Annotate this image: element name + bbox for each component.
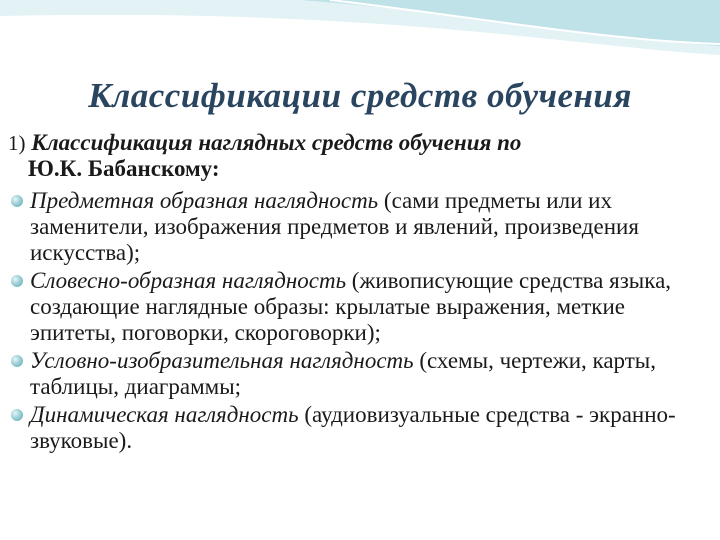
item-description: (сами предметы или их заменители, изображения предметов и явлений, произведения искусства); xyxy=(30,188,639,265)
item-term: Предметная образная наглядность xyxy=(30,188,379,213)
heading-number: 1) xyxy=(8,131,26,155)
item-description: (схемы, чертежи, карты, таблицы, диаграммы; xyxy=(30,348,656,399)
item-term: Динамическая наглядность xyxy=(30,402,299,427)
slide-title: Классификации средств обучения xyxy=(88,76,632,115)
item-description: (аудиовизуальные средства - экранно-звуковые). xyxy=(30,402,676,453)
bullet-list xyxy=(8,188,714,454)
heading-text: Классификация наглядных средств обучения по xyxy=(25,130,522,155)
decorative-wave-background xyxy=(0,0,720,70)
classification-heading xyxy=(8,130,714,182)
bullet-icon xyxy=(11,355,23,367)
list-item xyxy=(8,402,714,454)
item-term: Условно-изобразительная наглядность xyxy=(30,348,414,373)
list-item xyxy=(8,188,714,266)
list-item xyxy=(8,348,714,400)
bullet-icon xyxy=(11,409,23,421)
bullet-icon xyxy=(11,275,23,287)
item-term: Словесно-образная наглядность xyxy=(30,268,347,293)
bullet-icon xyxy=(11,195,23,207)
list-item xyxy=(8,268,714,346)
slide-content xyxy=(8,130,714,456)
heading-author: Ю.К. Бабанскому: xyxy=(28,156,220,181)
item-description: (живописующие средства языка, создающие наглядные образы: крылатые выражения, меткие эпитеты, поговорки, скороговорки); xyxy=(30,268,672,345)
